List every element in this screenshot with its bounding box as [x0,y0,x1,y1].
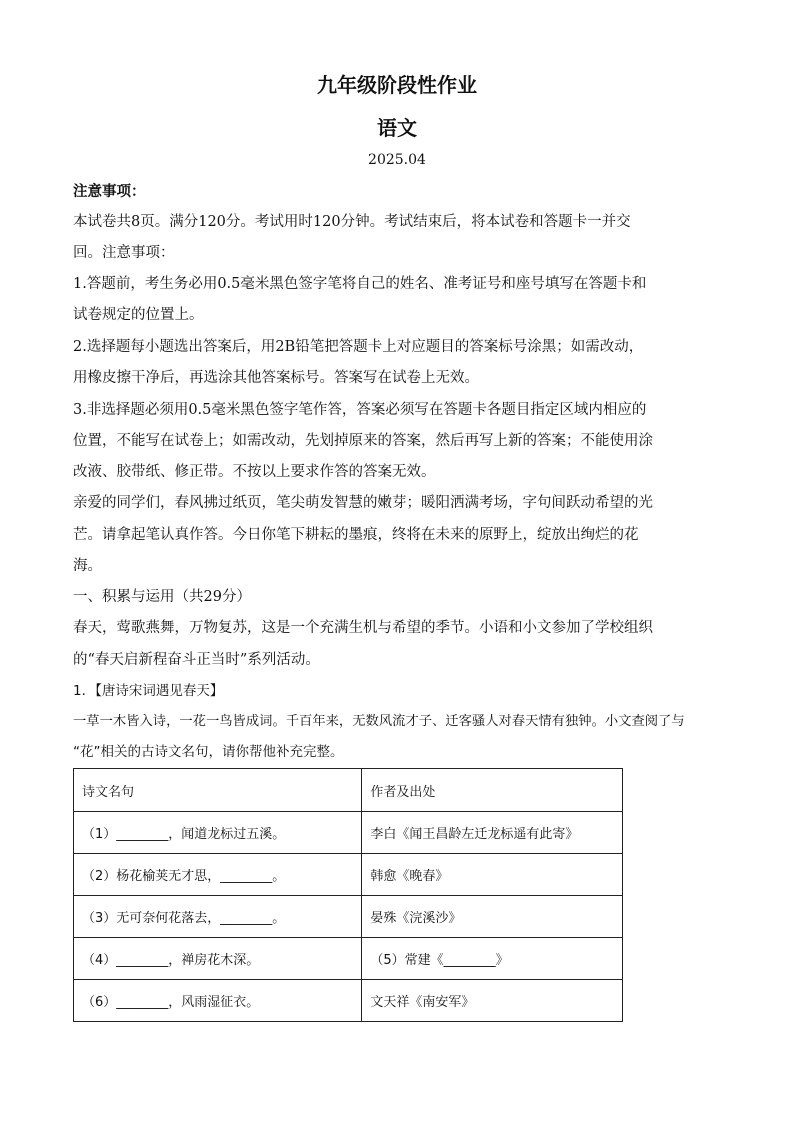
table-cell: 韩愈《晚春》 [362,854,623,896]
table-cell: （2）杨花榆荚无才思，________。 [74,854,362,896]
table-row [74,854,623,896]
table-cell: （5）常建《________》 [362,938,623,980]
table-cell: （6）________，风雨湿征衣。 [74,980,362,1022]
question-desc-line: 一草一木皆入诗，一花一鸟皆成词。千百年来，无数风流才子、迁客骚人对春天情有独钟。小文查阅了与 [73,714,685,729]
notice-heading: 注意事项： [73,183,146,200]
notice-line: 2.选择题每小题选出答案后，用2B铅笔把答题卡上对应题目的答案标号涂黑；如需改动， [73,339,644,355]
notice-line: 亲爱的同学们，春风拂过纸页，笔尖萌发智慧的嫩芽；暖阳洒满考场，字句间跃动希望的光 [73,495,653,511]
notice-line: 海。 [73,558,102,574]
section-heading: 一、积累与运用（共29分） [73,589,251,605]
notice-line: 本试卷共8页。满分120分。考试用时120分钟。考试结束后，将本试卷和答题卡一并交 [73,214,631,230]
table-row [74,896,623,938]
table-cell: 李白《闻王昌龄左迁龙标遥有此寄》 [362,812,623,854]
table-cell: 文天祥《南安军》 [362,980,623,1022]
table-header-row [74,769,623,812]
table-row [74,812,623,854]
notice-line: 1.答题前，考生务必用0.5毫米黑色签字笔将自己的姓名、准考证号和座号填写在答题卡和 [73,276,647,292]
table-header-cell: 诗文名句 [74,769,362,812]
question-title: 1．【唐诗宋词遇见春天】 [73,683,224,699]
notice-line: 试卷规定的位置上。 [73,307,204,323]
notice-line: 回。注意事项： [73,245,175,261]
exam-title: 九年级阶段性作业 [317,73,477,97]
notice-line: 改液、胶带纸、修正带。不按以上要求作答的答案无效。 [73,464,436,480]
poem-table [73,768,623,1022]
question-desc-line: “花”相关的古诗文名句，请你帮他补充完整。 [73,744,344,760]
table-cell: 晏殊《浣溪沙》 [362,896,623,938]
subject-title: 语文 [377,116,417,140]
notice-line: 3.非选择题必须用0.5毫米黑色签字笔作答，答案必须写在答题卡各题目指定区域内相应的 [73,402,647,418]
section-intro-line: 的“春天启新程奋斗正当时”系列活动。 [73,652,320,668]
notice-line: 芒。请拿起笔认真作答。今日你笔下耕耘的墨痕，终将在未来的原野上，绽放出绚烂的花 [73,527,639,543]
table-cell: （1）________，闻道龙标过五溪。 [74,812,362,854]
table-cell: （4）________，禅房花木深。 [74,938,362,980]
table-header-cell: 作者及出处 [362,769,623,812]
exam-date: 2025.04 [368,152,426,168]
table-row [74,980,623,1022]
notice-line: 用橡皮擦干净后，再选涂其他答案标号。答案写在试卷上无效。 [73,370,479,386]
table-cell: （3）无可奈何花落去，________。 [74,896,362,938]
notice-line: 位置，不能写在试卷上；如需改动，先划掉原来的答案，然后再写上新的答案；不能使用涂 [73,433,653,449]
table-row [74,938,623,980]
section-intro-line: 春天，莺歌燕舞，万物复苏，这是一个充满生机与希望的季节。小语和小文参加了学校组织 [73,620,653,636]
